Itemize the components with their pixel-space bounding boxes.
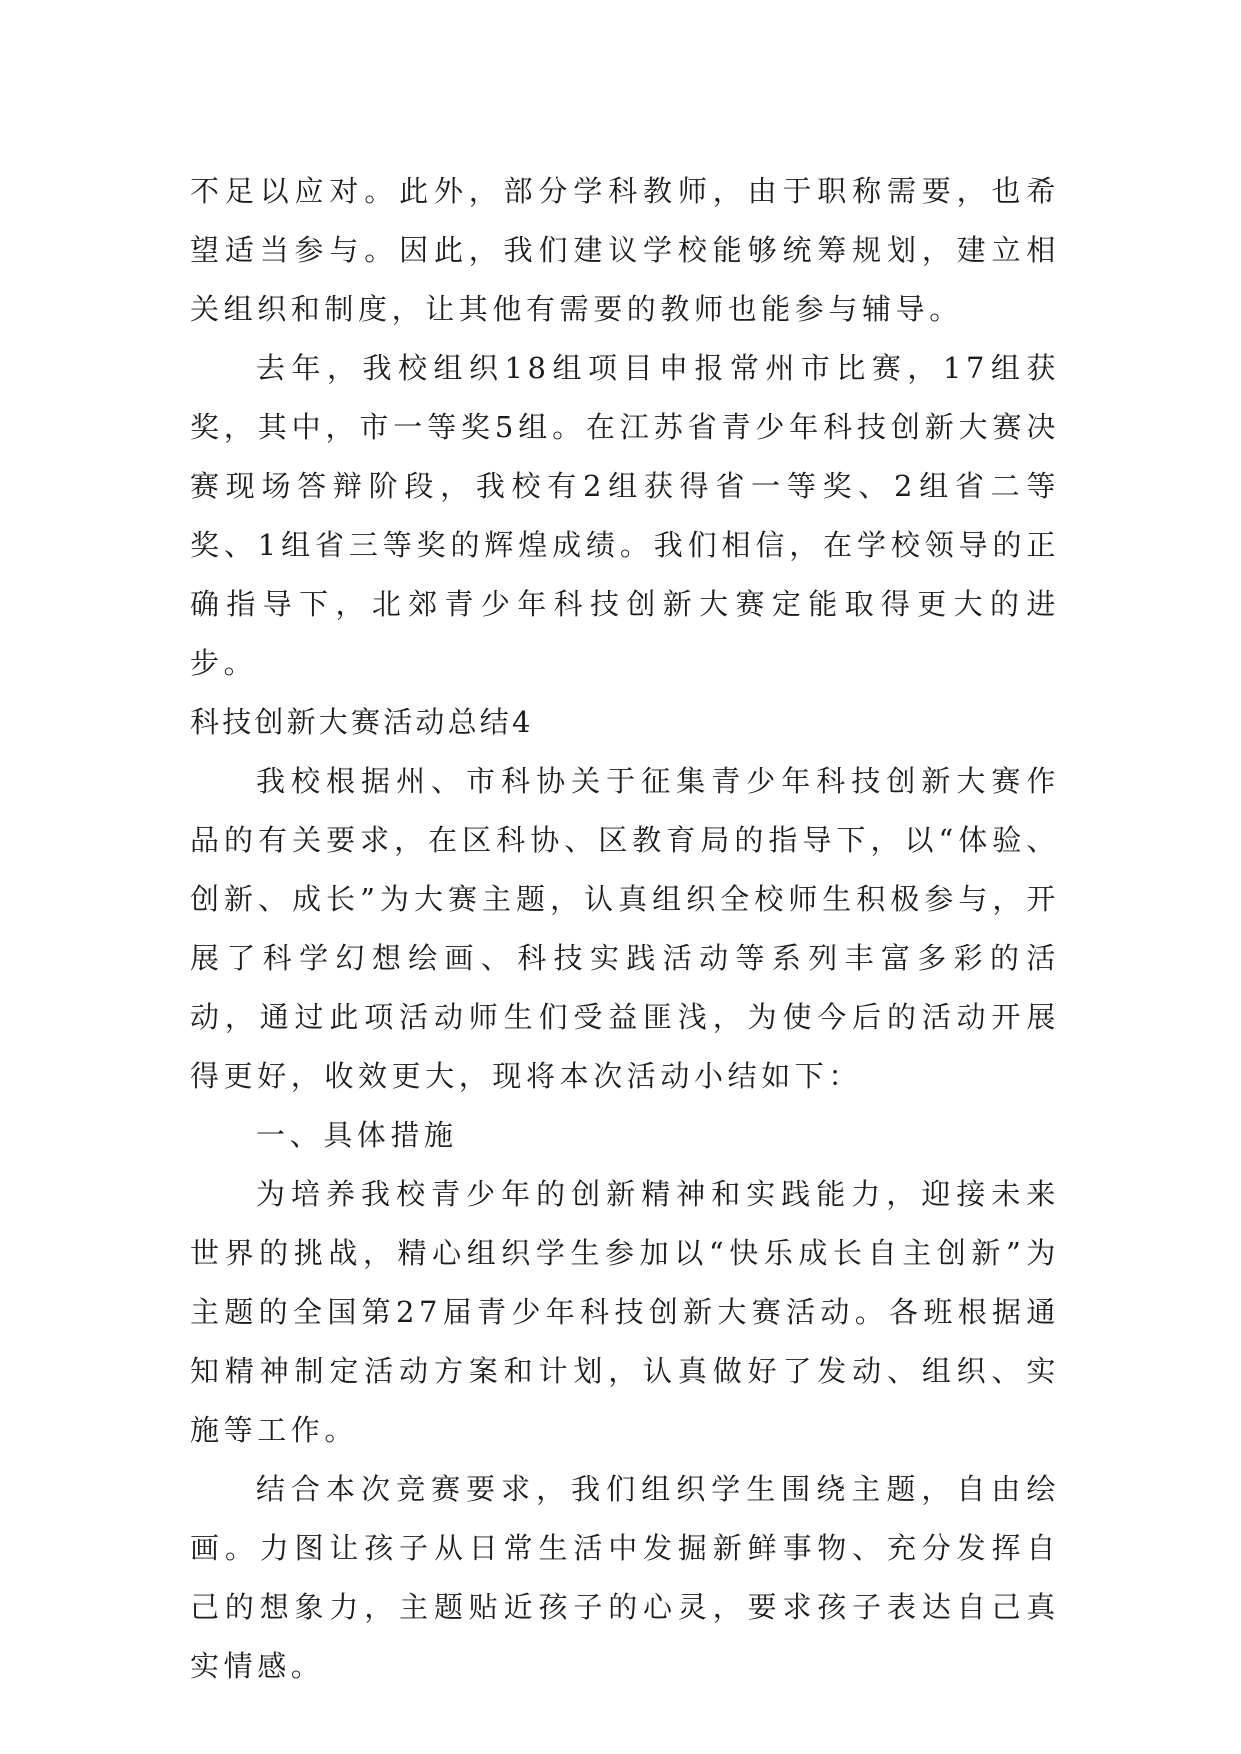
paragraph-awards: 去年，我校组织18组项目申报常州市比赛，17组获奖，其中，市一等奖5组。在江苏省青少年科技创新大赛决赛现场答辩阶段，我校有2组获得省一等奖、2组省二等奖、1组省三等奖的辉煌成绩。我们相信，在学校领导的正确指导下，北郊青少年科技创新大赛定能取得更大的进步。 <box>190 351 1060 680</box>
section-heading: 科技创新大赛活动总结4 <box>190 705 534 739</box>
subheading-measures: 一、具体措施 <box>256 1118 458 1152</box>
paragraph-measures: 为培养我校青少年的创新精神和实践能力，迎接未来世界的挑战，精心组织学生参加以“快乐成长自主创新”为主题的全国第27届青少年科技创新大赛活动。各班根据通知精神制定活动方案和计划，认真做好了发动、组织、实施等工作。 <box>190 1177 1060 1447</box>
paragraph-continuation: 不足以应对。此外，部分学科教师，由于职称需要，也希望适当参与。因此，我们建议学校能够统筹规划，建立相关组织和制度，让其他有需要的教师也能参与辅导。 <box>190 174 1060 326</box>
document-body <box>190 162 1060 1696</box>
paragraph-drawing: 结合本次竞赛要求，我们组织学生围绕主题，自由绘画。力图让孩子从日常生活中发掘新鲜事物、充分发挥自己的想象力，主题贴近孩子的心灵，要求孩子表达自己真实情感。 <box>190 1472 1060 1683</box>
paragraph-intro: 我校根据州、市科协关于征集青少年科技创新大赛作品的有关要求，在区科协、区教育局的指导下，以“体验、创新、成长”为大赛主题，认真组织全校师生积极参与，开展了科学幻想绘画、科技实践活动等系列丰富多彩的活动，通过此项活动师生们受益匪浅，为使今后的活动开展得更好，收效更大，现将本次活动小结如下： <box>190 764 1060 1093</box>
